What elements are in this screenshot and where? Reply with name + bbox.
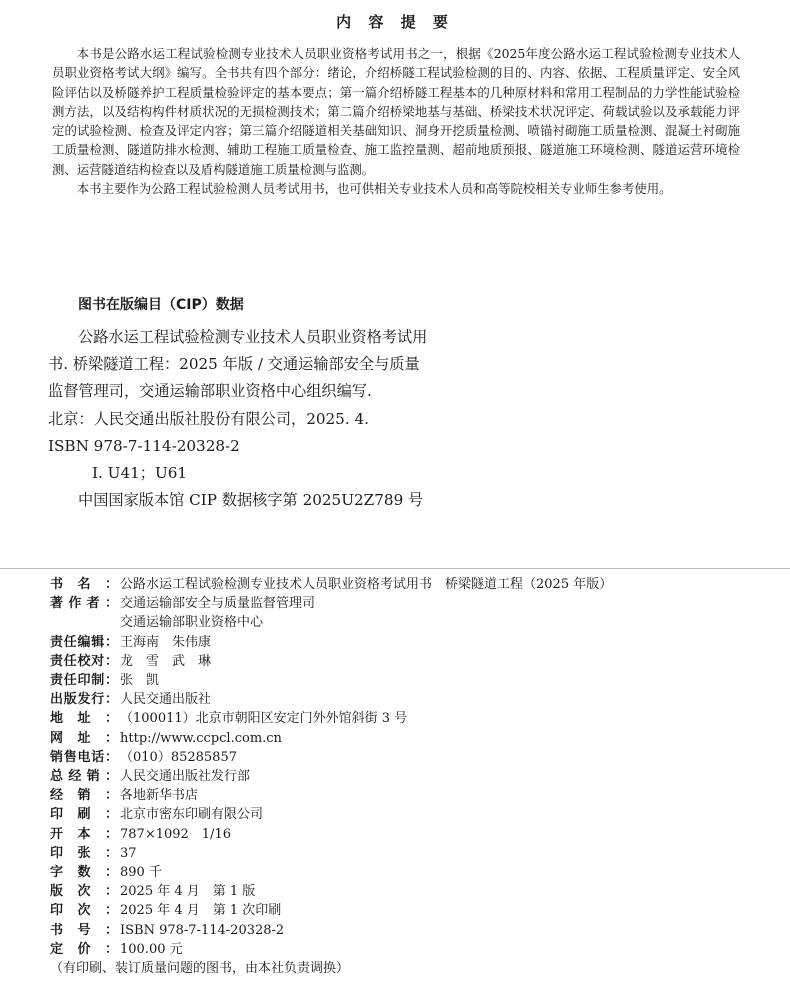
- info-row-edition: [50, 882, 770, 901]
- info-label: 印张：: [50, 845, 118, 861]
- info-value: 龙 雪 武 琳: [120, 653, 212, 669]
- info-value: 787×1092 1/16: [120, 826, 231, 842]
- info-label: 责任印制：: [50, 673, 118, 689]
- info-label: 出版发行：: [50, 692, 118, 708]
- info-label: 地址：: [50, 711, 118, 727]
- info-label: 销售电话：: [50, 749, 118, 765]
- info-value: 2025 年 4 月 第 1 版: [120, 884, 256, 900]
- info-row-impression: [50, 901, 770, 920]
- cip-line: ISBN 978-7-114-20328-2: [48, 436, 240, 455]
- quality-note: （有印刷、装订质量问题的图书，由本社负责调换）: [50, 961, 350, 977]
- summary-section: [52, 44, 740, 198]
- info-value: 人民交通出版社: [120, 692, 212, 708]
- info-value: 890 千: [120, 865, 162, 881]
- copyright-page-info: [50, 575, 770, 978]
- info-value: http://www.ccpcl.com.cn: [120, 730, 282, 746]
- info-row-book-title: [50, 575, 770, 594]
- info-row-printer: [50, 805, 770, 824]
- info-row-address: [50, 709, 770, 728]
- info-row-author: [50, 594, 770, 613]
- cip-heading: 图书在版编目（CIP）数据: [78, 297, 244, 313]
- info-row-sheets: [50, 844, 770, 863]
- info-row-publisher: [50, 690, 770, 709]
- info-label: 字数：: [50, 865, 118, 881]
- info-label: 书号：: [50, 922, 118, 938]
- info-row-seller: [50, 786, 770, 805]
- info-label: 开本：: [50, 826, 118, 842]
- info-value: 北京市密东印刷有限公司: [120, 807, 264, 823]
- info-value: 37: [120, 845, 137, 861]
- info-label: 著作者：: [50, 596, 118, 612]
- info-label: 书名：: [50, 577, 118, 592]
- info-label: 网址：: [50, 730, 118, 746]
- info-value: （100011）北京市朝阳区安定门外外馆斜街 3 号: [120, 711, 408, 727]
- info-value: 交通运输部安全与质量监督管理司: [120, 596, 316, 612]
- info-row-price: [50, 940, 770, 959]
- info-label: 经销：: [50, 788, 118, 804]
- info-value: 王海南 朱伟康: [120, 634, 212, 650]
- info-row-proofreader: [50, 652, 770, 671]
- info-row-distributor: [50, 767, 770, 786]
- info-row-print-manager: [50, 671, 770, 690]
- summary-paragraph-2: 本书主要作为公路工程试验检测人员考试用书，也可供相关专业技术人员和高等院校相关专业师生参考使用。: [76, 181, 672, 197]
- info-label: 版次：: [50, 884, 118, 900]
- info-label: 责任编辑：: [50, 634, 118, 650]
- info-value: （010）85285857: [120, 749, 237, 765]
- info-row-author-2: [50, 613, 770, 632]
- info-row-website: [50, 729, 770, 748]
- cip-line: 北京：人民交通出版社股份有限公司，2025. 4.: [48, 409, 369, 428]
- info-value: 张 凯: [120, 673, 160, 689]
- cip-line: 公路水运工程试验检测专业技术人员职业资格考试用: [78, 328, 428, 346]
- info-value: ISBN 978-7-114-20328-2: [120, 922, 285, 938]
- info-label: 印刷：: [50, 807, 118, 823]
- info-label: 印次：: [50, 903, 118, 919]
- info-label: 总经销：: [50, 769, 118, 785]
- cip-line: 监督管理司，交通运输部职业资格中心组织编写.: [48, 382, 372, 401]
- summary-paragraph-1: 本书是公路水运工程试验检测专业技术人员职业资格考试用书之一，根据《2025年度公路水运工程试验检测专业技术人员职业资格考试大纲》编写。全书共有四个部分：绪论，介绍桥隧工程试验检测的目的、内容、依据、工程质量评定、安全风险评估以及桥隧养护工程质量检验评定的基本要点；第一篇介绍桥隧工程基本的几种原材料和常用工程制品的力学性能试验检测方法，以及结构构件材质状况的无损检测技术；第二篇介绍桥梁地基与基础、桥梁技术状况评定、荷载试验以及承载能力评定的试验检测、检查及评定内容；第三篇介绍隧道相关基础知识、洞身开挖质量检测、喷锚衬砌施工质量检测、混凝土衬砌施工质量检测、隧道防排水检测、辅助工程施工质量检查、施工监控量测、超前地质预报、隧道施工环境检测、隧道运营环境检测、运营隧道结构检查以及盾构隧道施工质量检测与监测。: [52, 46, 740, 177]
- cip-line: 书. 桥梁隧道工程：2025 年版 / 交通运输部安全与质量: [48, 355, 420, 374]
- info-value: 各地新华书店: [120, 788, 199, 804]
- info-row-isbn: [50, 921, 770, 940]
- info-value: 公路水运工程试验检测专业技术人员职业资格考试用书 桥梁隧道工程（2025 年版）: [120, 577, 613, 592]
- info-value: 交通运输部职业资格中心: [120, 615, 264, 631]
- info-value: 2025 年 4 月 第 1 次印刷: [120, 903, 282, 919]
- info-value: 100.00 元: [120, 941, 183, 957]
- info-row-sales-phone: [50, 748, 770, 767]
- cip-line: 中国国家版本馆 CIP 数据核字第 2025U2Z789 号: [78, 491, 424, 510]
- divider: [0, 568, 790, 569]
- info-label: [50, 613, 118, 632]
- info-label: 定价：: [50, 941, 118, 957]
- info-row-word-count: [50, 863, 770, 882]
- cip-line: Ⅰ. U41；U61: [92, 464, 188, 483]
- summary-title: 内 容 提 要: [336, 13, 454, 31]
- cip-section: [48, 294, 748, 514]
- info-row-editor: [50, 633, 770, 652]
- info-label: 责任校对：: [50, 653, 118, 669]
- info-row-format: [50, 825, 770, 844]
- info-value: 人民交通出版社发行部: [120, 769, 251, 785]
